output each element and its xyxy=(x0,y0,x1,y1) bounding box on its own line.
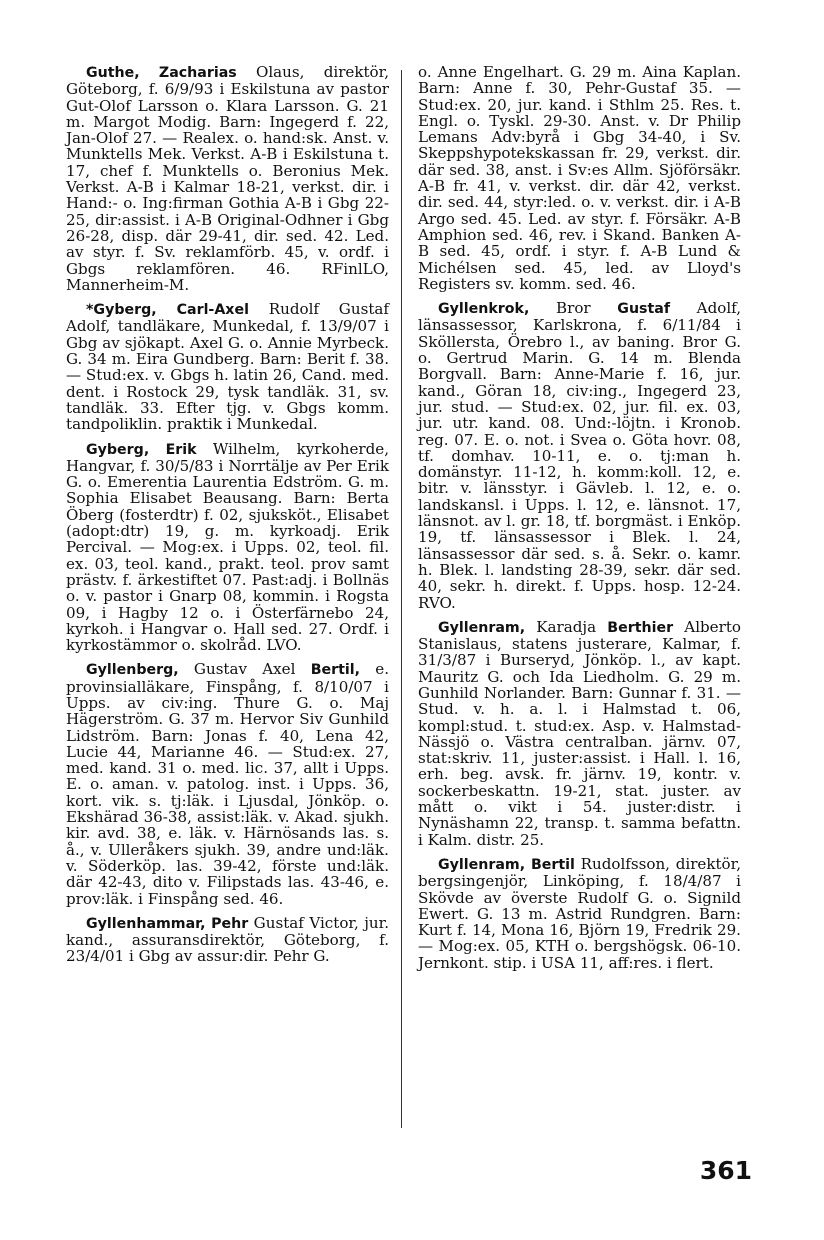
entry-headword: Gyllenram, Bertil xyxy=(438,856,575,873)
entry-given-name: Bertil, xyxy=(310,662,361,679)
entry-text-tail: e. provinsialläkare, Finspång, f. 8/10/07 i Upps. av civ:ing. Thure G. o. Maj Hägerström. G. 37 m. Hervor Siv Gunhild Lidström. Barn: Jonas f. 40, Lena 42, Lucie 44, Marianne 46. — Stud:ex. 27, med. kand. 31 o. med. lic. 37, allt i Upps. E. o. aman. v. patolog. inst. i Upps. 36, kort. vik. s. tj:läk. i Ljusdal, Jönköp. o. Ekshärad 36-38, assist:läk. v. Akad. sjukh. kir. avd. 38, e. läk. v. Härnösands las. s. å., v. Ulleråkers sjukh. 39, andre und:läk. v. Söderköp. las. 39-42, förste und:läk. där 42-43, dito v. Filipstads las. 43-46, e. prov:läk. i Finspång sed. 46. xyxy=(66,660,390,908)
entry-given-name: Berthier xyxy=(607,619,674,636)
entry-text-tail: Adolf, länsassessor, Karlskrona, f. 6/11/84 i Sköllersta, Örebro l., av baning. Bror G. o. Gertrud Marin. G. 14 m. Blenda Borgvall. Barn: Anne-Marie f. 16, jur. kand., Göran 18, civ:ing., Ingegerd 23, jur. stud. — Stud:ex. 02, jur. fil. ex. 03, jur. utr. kand. 08. Und:-löjtn. i Kronob. reg. 07. E. o. not. i Svea o. Göta hovr. 08, tf. domhav. 10-11, e. o. tj:man h. domänstyr. 11-12, h. komm:koll. 12, e. bitr. v. länsstyr. i Gävleb. l. 12, e. o. landskansl. i Upps. l. 12, e. länsnot. 17, länsnot. av l. gr. 18, tf. borgmäst. i Enköp. 19, tf. länsassessor i Blek. l. 24, länsassessor där sed. s. å. Sekr. o. kamr. h. Blek. l. landsting 28-39, sekr. där sed. 40, sekr. h. direkt. f. Upps. hosp. 12-24. RVO. xyxy=(418,299,741,612)
entry-text: o. Anne Engelhart. G. 29 m. Aina Kaplan. Barn: Anne f. 30, Pehr-Gustaf 35. — Stud:ex. 20, jur. kand. i Sthlm 25. Res. t. Engl. o. Tyskl. 29-30. Anst. v. Dr Philip Lemans Adv:byrå i Gbg 34-40, i Sv. Skeppshypotekskassan fr. 29, verkst. dir. där sed. 38, anst. i Sv:es Allm. Sjöförsäkr. A-B fr. 41, v. verkst. dir. där 42, verkst. dir. sed. 44, styr:led. o. v. verkst. dir. i A-B Argo sed. 45. Led. av styr. f. Försäkr. A-B Amphion sed. 46, rev. i Skand. Banken A-B sed. 45, ordf. i styr. f. A-B Lund & Michélsen sed. 45, led. av Lloyd's Registers sv. komm. sed. 46. xyxy=(418,63,741,293)
entry-gyllenberg xyxy=(66,661,389,906)
entry-text: Gustaf Victor, jur. kand., assuransdirektör, Göteborg, f. 23/4/01 i Gbg av assur:dir. Pehr G. xyxy=(66,913,389,966)
entry-text: Karadja xyxy=(525,617,608,636)
entry-text: Wilhelm, kyrkoherde, Hangvar, f. 30/5/83 i Norrtälje av Per Erik G. o. Emerentia Laurentia Edström. G. m. Sophia Elisabet Beausang. Barn: Berta Öberg (fosterdtr) f. 02, sjuksköt., Elisabet (adopt:dtr) 19, g. m. kyrkoadj. Erik Percival. — Mog:ex. i Upps. 02, teol. fil. ex. 03, teol. kand., prakt. teol. prov samt prästv. f. ärkestiftet 07. Past:adj. i Bollnäs o. v. pastor i Gnarp 08, kommin. i Rogsta 09, i Hagby 12 o. i Österfärnebo 24, kyrkoh. i Hangvar o. Hall sed. 27. Ordf. i kyrkostämmor o. skolråd. LVO. xyxy=(66,439,389,655)
right-column xyxy=(418,64,741,979)
entry-gyllenhammar xyxy=(66,915,389,965)
entry-text: Rudolf Gustaf Adolf, tandläkare, Munkedal, f. 13/9/07 i Gbg av sjökapt. Axel G. o. Annie Myrbeck. G. 34 m. Eira Gundberg. Barn: Berit f. 38. — Stud:ex. v. Gbgs h. latin 26, Cand. med. dent. i Rostock 29, tysk tandläk. 31, sv. tandläk. 33. Efter tjg. v. Gbgs komm. tandpoliklin. praktik i Munkedal. xyxy=(66,300,389,434)
entry-headword: Guthe, xyxy=(86,65,140,81)
entry-text: Rudolfsson, direktör, bergsingenjör, Linköping, f. 18/4/87 i Skövde av överste Rudolf G. o. Signild Ewert. G. 13 m. Astrid Rundgren. Barn: Kurt f. 14, Mona 16, Björn 19, Fredrik 29. — Mog:ex. 05, KTH o. bergshögsk. 06-10. Jernkont. stip. i USA 11, aff:res. i flert. xyxy=(418,854,742,972)
entry-continuation xyxy=(418,64,741,292)
entry-gyllenram-berthier xyxy=(418,619,741,848)
entry-gyberg-erik xyxy=(66,441,389,654)
entry-text: Olaus, direktör, Göteborg, f. 6/9/93 i Eskilstuna av pastor Gut-Olof Larsson o. Klara Larsson. G. 21 m. Margot Modig. Barn: Ingegerd f. 22, Jan-Olof 27. — Realex. o. hand:sk. Anst. v. Munktells Mek. Verkst. A-B i Eskilstuna t. 17, chef f. Munktells o. Beronius Mek. Verkst. A-B i Kalmar 18-21, verkst. dir. i Hand:- o. Ing:firman Gothia A-B i Gbg 22-25, dir:assist. i A-B Original-Odhner i Gbg 26-28, disp. där 29-41, dir. sed. 42. Led. av styr. f. Sv. reklamförb. 45, v. ordf. i Gbgs reklamfören. 46. RFinlLO, Mannerheim-M. xyxy=(66,63,389,294)
entry-given-name: Gustaf xyxy=(617,301,671,318)
entry-text: Bror xyxy=(529,299,618,318)
column-divider xyxy=(401,70,402,1128)
entry-headword: Gyllenram, xyxy=(438,619,526,636)
entry-headword: Gyllenberg, xyxy=(86,662,179,679)
entry-gyllenram-bertil xyxy=(418,856,741,971)
entry-headword: Gyllenhammar, Pehr xyxy=(86,915,249,932)
left-column xyxy=(66,64,389,973)
entry-headword: *Gyberg, Carl-Axel xyxy=(86,302,249,319)
entry-gyberg-carl-axel xyxy=(66,301,389,432)
entry-headword: Gyllenkrok, xyxy=(438,301,530,318)
entry-given-name: Zacharias xyxy=(158,65,237,81)
entry-guthe xyxy=(66,64,389,293)
entry-text-tail: Alberto Stanislaus, statens justerare, Kalmar, f. 31/3/87 i Burseryd, Jönköp. l., av kapt. Mauritz G. och Ida Liedholm. G. 29 m. Gunhild Norlander. Barn: Gunnar f. 31. — Stud. v. h. a. l. i Halmstad t. 06, kompl:stud. t. stud:ex. Asp. v. Halmstad-Nässjö o. Västra centralban. järnv. 07, stat:skriv. 11, juster:assist. i Hall. l. 16, erh. beg. avsk. fr. järnv. 19, kontr. v. sockerbeskattn. 19-21, stat. juster. av mått o. vikt i 54. juster:distr. i Nynäshamn 22, transp. t. samma befattn. i Kalm. distr. 25. xyxy=(418,617,741,849)
entry-gyllenkrok xyxy=(418,300,741,611)
entry-text: Gustav Axel xyxy=(178,660,311,679)
entry-headword: Gyberg, Erik xyxy=(86,441,197,458)
page-number: 361 xyxy=(699,1156,752,1185)
